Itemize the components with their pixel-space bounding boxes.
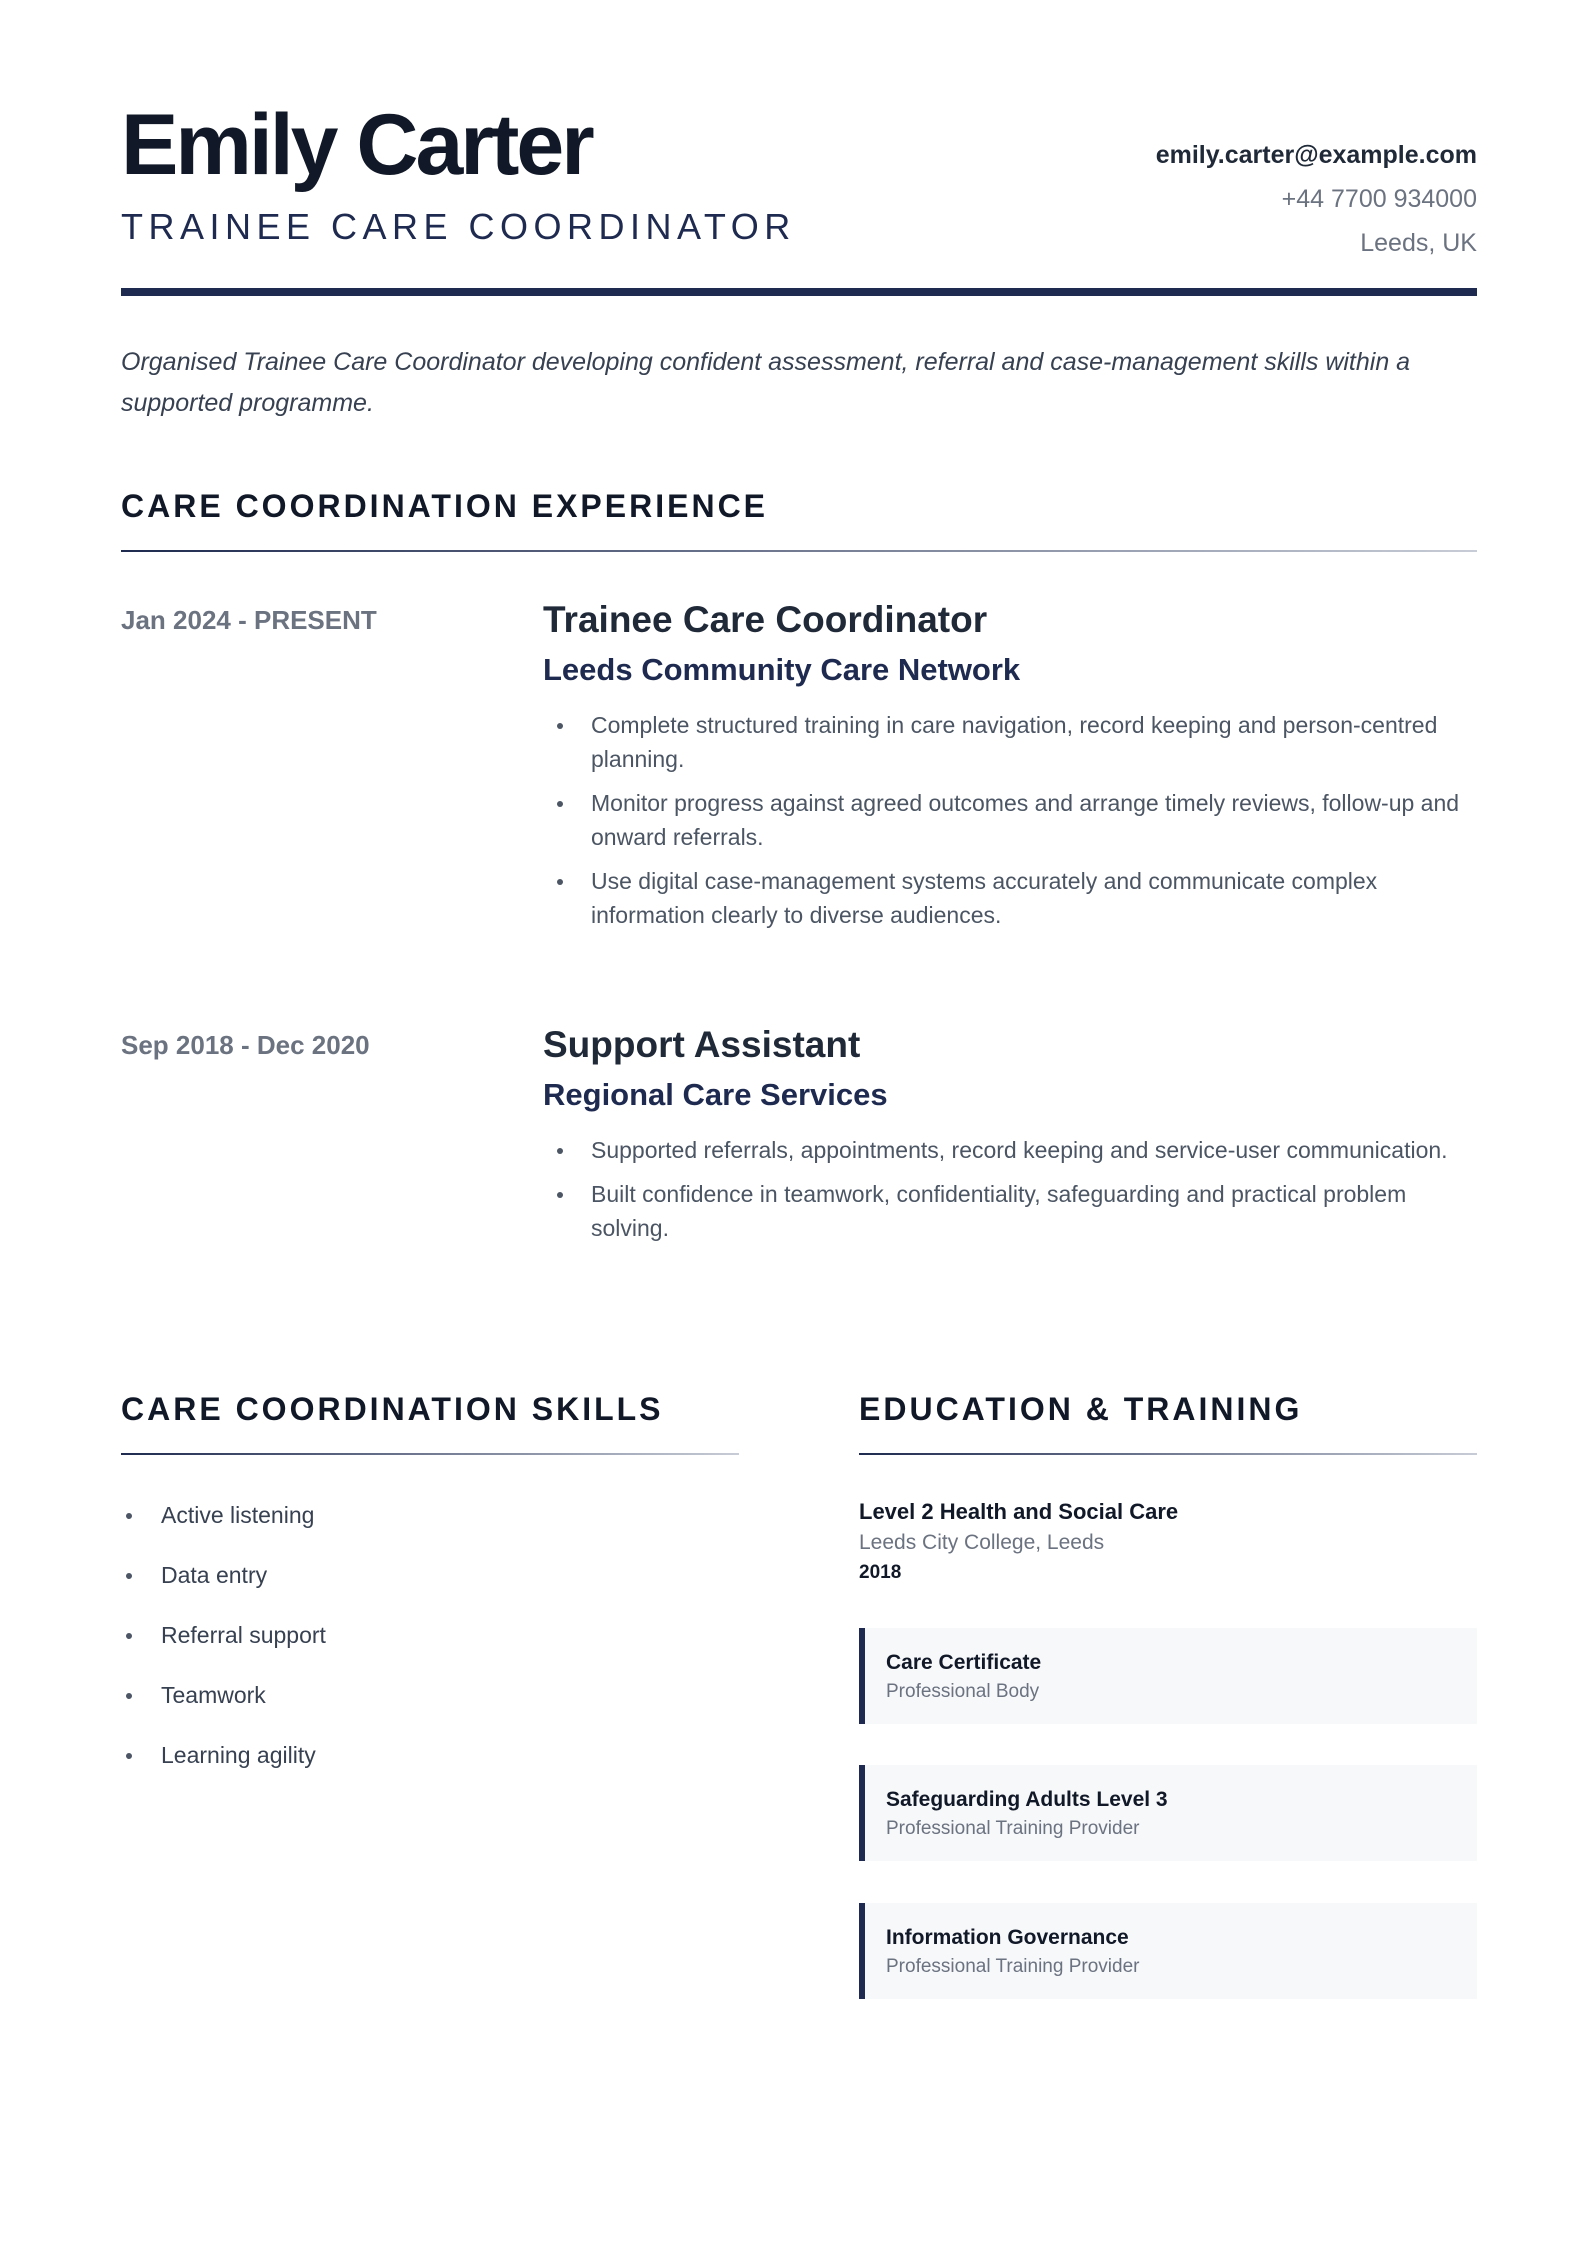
candidate-role: TRAINEE CARE COORDINATOR (121, 206, 796, 247)
skill-item: Active listening (121, 1498, 326, 1532)
job-bullet: Monitor progress against agreed outcomes and arrange timely reviews, follow-up and onward referrals. (543, 786, 1477, 854)
certification-card (859, 1765, 1477, 1861)
job-bullet: Supported referrals, appointments, record keeping and service-user communication. (543, 1133, 1477, 1167)
job-bullet: Use digital case-management systems accurately and communicate complex information clearly to diverse audiences. (543, 864, 1477, 932)
profile-summary: Organised Trainee Care Coordinator developing confident assessment, referral and case-management skills within a supported programme. (121, 348, 1411, 417)
certification-body: Professional Training Provider (886, 1818, 1140, 1839)
job-title: Trainee Care Coordinator (543, 599, 988, 640)
education-section-title: EDUCATION & TRAINING (859, 1391, 1303, 1427)
job-bullets (543, 1133, 1477, 1245)
education-year: 2018 (859, 1562, 902, 1583)
job-company: Regional Care Services (543, 1077, 888, 1112)
candidate-name: Emily Carter (121, 97, 592, 193)
contact-block (1156, 133, 1477, 265)
job-bullets (543, 708, 1477, 932)
skill-item: Data entry (121, 1558, 326, 1592)
skills-list (121, 1498, 326, 1798)
contact-phone: +44 7700 934000 (1281, 185, 1477, 213)
education-entry (859, 1496, 1477, 1588)
skill-item: Referral support (121, 1618, 326, 1652)
skills-section-title: CARE COORDINATION SKILLS (121, 1391, 664, 1427)
contact-email[interactable]: emily.carter@example.com (1155, 141, 1477, 169)
certification-body: Professional Training Provider (886, 1956, 1140, 1977)
job-dates: Sep 2018 - Dec 2020 (121, 1030, 370, 1060)
skill-item: Teamwork (121, 1678, 326, 1712)
certification-name: Safeguarding Adults Level 3 (886, 1788, 1168, 1811)
certification-card (859, 1628, 1477, 1724)
job-company: Leeds Community Care Network (543, 652, 1021, 687)
certification-name: Care Certificate (886, 1651, 1042, 1674)
education-degree: Level 2 Health and Social Care (859, 1499, 1179, 1524)
job-details (543, 599, 1477, 942)
education-divider (859, 1453, 1477, 1455)
experience-section-title: CARE COORDINATION EXPERIENCE (121, 488, 769, 524)
job-bullet: Built confidence in teamwork, confidentiality, safeguarding and practical problem solving. (543, 1177, 1477, 1245)
skills-divider (121, 1453, 739, 1455)
job-title: Support Assistant (543, 1024, 861, 1065)
job-bullet: Complete structured training in care navigation, record keeping and person-centred planning. (543, 708, 1477, 776)
job-details (543, 1024, 1477, 1255)
certification-body: Professional Body (886, 1681, 1040, 1702)
header-divider (121, 288, 1477, 296)
skill-item: Learning agility (121, 1738, 326, 1772)
resume-header (121, 95, 1477, 295)
certification-card (859, 1903, 1477, 1999)
job-dates: Jan 2024 - PRESENT (121, 605, 377, 635)
experience-divider (121, 550, 1477, 552)
education-institution: Leeds City College, Leeds (859, 1531, 1105, 1554)
certification-name: Information Governance (886, 1926, 1129, 1949)
contact-location: Leeds, UK (1360, 229, 1477, 257)
resume-page (121, 0, 1477, 2246)
